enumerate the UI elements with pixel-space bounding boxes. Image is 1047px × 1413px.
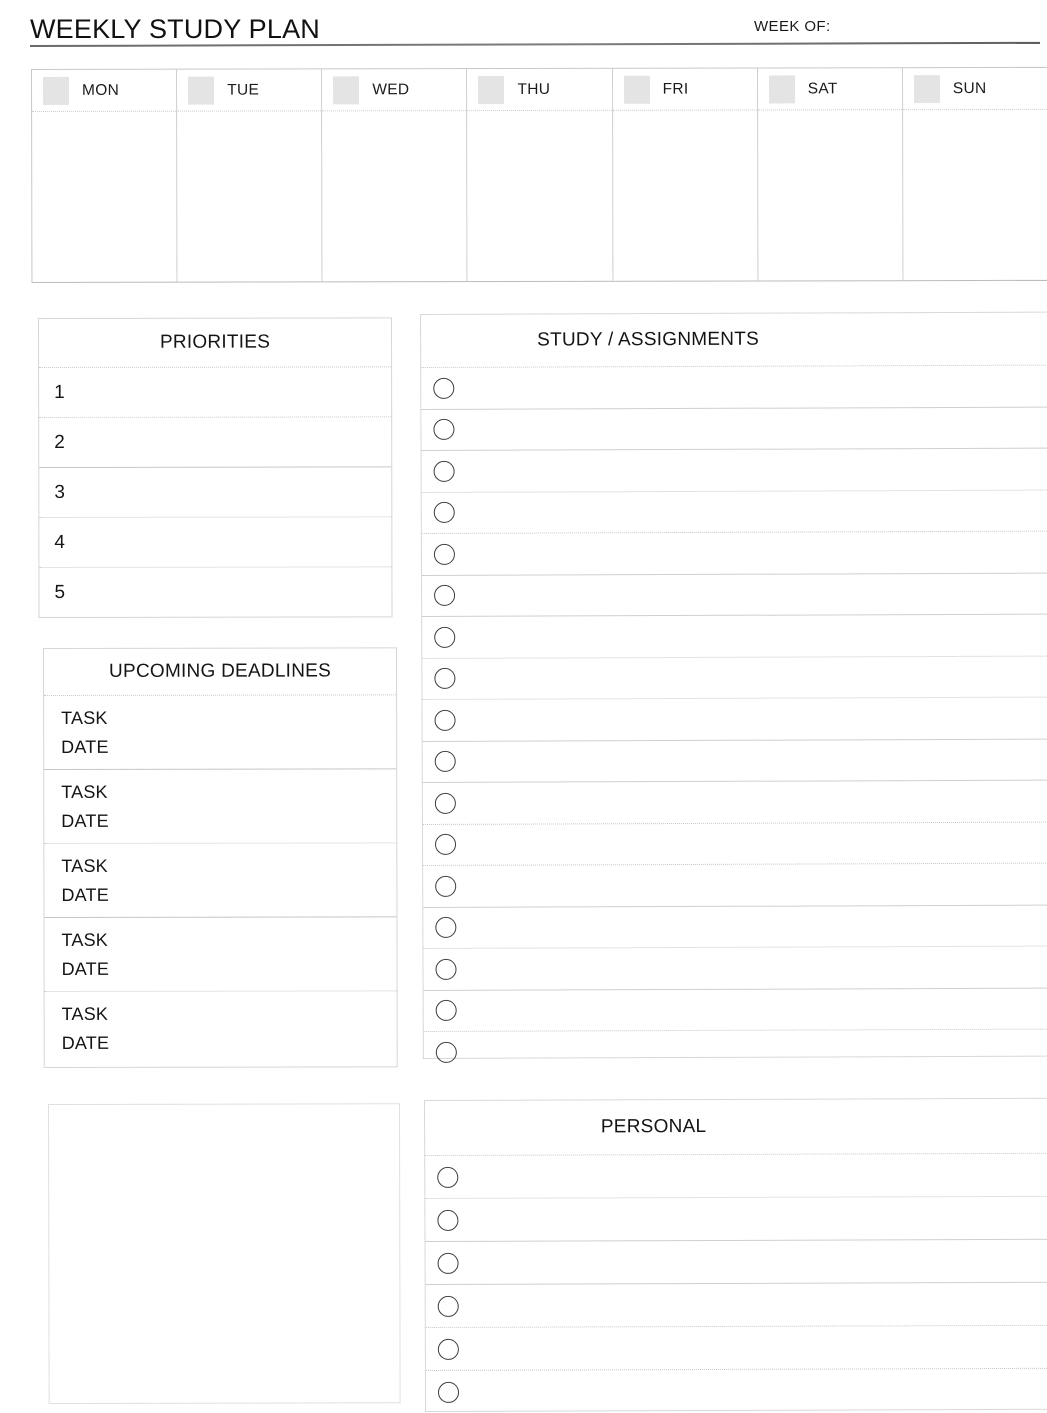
page-title: WEEKLY STUDY PLAN [30,14,320,44]
write-line[interactable] [456,883,1047,886]
circle-checkbox-icon[interactable] [434,502,455,523]
day-column-sat [758,68,904,280]
study-assignment-row[interactable] [423,780,1047,824]
day-header-tue [177,69,321,111]
personal-row[interactable] [426,1325,1047,1370]
day-column-wed [322,69,468,281]
day-entry-area-fri[interactable] [613,110,757,280]
write-line[interactable] [455,468,1047,471]
circle-checkbox-icon[interactable] [434,544,455,565]
personal-panel [424,1098,1047,1412]
week-of-label: WEEK OF: [754,18,831,35]
priority-number: 5 [54,581,66,603]
circle-checkbox-icon[interactable] [433,419,454,440]
study-assignment-row[interactable] [423,863,1047,907]
day-header-mon [32,70,176,112]
circle-checkbox-icon[interactable] [435,793,456,814]
priority-row[interactable] [39,466,391,517]
deadline-row[interactable] [44,694,396,769]
day-label: FRI [662,80,689,98]
circle-checkbox-icon[interactable] [438,1381,459,1402]
circle-checkbox-icon[interactable] [436,1042,457,1063]
study-assignment-row[interactable] [422,448,1047,492]
day-marker-square-icon [914,75,940,103]
day-label: SUN [952,79,987,97]
week-grid [31,67,1047,283]
day-column-mon [32,70,178,282]
day-label: WED [372,80,410,98]
deadline-task-label: TASK [61,855,108,876]
write-line[interactable] [454,385,1047,388]
circle-checkbox-icon[interactable] [434,461,455,482]
write-line[interactable] [457,1049,1047,1052]
study-assignments-title: STUDY / ASSIGNMENTS [537,328,760,351]
day-header-sat [758,68,902,110]
study-assignment-row[interactable] [422,655,1047,699]
study-assignment-row[interactable] [421,406,1047,450]
personal-title: PERSONAL [600,1116,707,1138]
deadline-date-label: DATE [61,736,109,757]
day-marker-square-icon [43,76,69,104]
write-line[interactable] [457,966,1047,969]
day-column-thu [467,69,613,281]
deadline-date-label: DATE [61,1032,110,1053]
deadline-row[interactable] [45,990,397,1065]
study-assignment-row[interactable] [424,1029,1047,1073]
write-line[interactable] [456,842,1047,845]
day-marker-square-icon [478,76,504,104]
priority-number: 3 [54,481,65,503]
day-marker-square-icon [769,75,795,103]
write-line[interactable] [458,1174,1047,1177]
personal-row[interactable] [425,1196,1047,1241]
circle-checkbox-icon[interactable] [435,876,456,897]
deadline-task-label: TASK [61,707,108,728]
deadlines-panel [43,647,398,1068]
circle-checkbox-icon[interactable] [435,834,456,855]
write-line[interactable] [456,925,1047,928]
write-line[interactable] [455,551,1047,554]
write-line[interactable] [459,1346,1047,1349]
circle-checkbox-icon[interactable] [438,1295,459,1316]
day-entry-area-tue[interactable] [177,111,321,281]
circle-checkbox-icon[interactable] [438,1252,459,1273]
write-line[interactable] [458,1217,1047,1220]
study-assignments-panel [420,312,1047,1059]
day-column-tue [177,69,323,281]
circle-checkbox-icon[interactable] [435,917,456,938]
day-marker-square-icon [333,76,359,104]
day-entry-area-mon[interactable] [32,112,176,282]
study-assignment-row[interactable] [424,987,1047,1031]
study-assignment-row[interactable] [422,489,1047,533]
deadline-row[interactable] [44,842,396,917]
write-line[interactable] [459,1303,1047,1306]
write-line[interactable] [455,593,1047,596]
day-header-wed [322,69,466,111]
circle-checkbox-icon[interactable] [438,1338,459,1359]
deadlines-title: UPCOMING DEADLINES [109,660,332,682]
day-header-sun [903,68,1047,110]
personal-row[interactable] [426,1282,1047,1327]
write-line[interactable] [459,1260,1047,1263]
circle-checkbox-icon[interactable] [436,1000,457,1021]
deadline-date-label: DATE [61,810,109,831]
priority-row[interactable] [39,416,391,467]
study-assignment-row[interactable] [423,738,1047,782]
deadline-date-label: DATE [61,958,110,979]
day-label: SAT [807,79,838,97]
deadline-task-label: TASK [61,929,109,950]
personal-row[interactable] [425,1239,1047,1284]
deadline-task-label: TASK [61,1003,109,1024]
write-line[interactable] [456,800,1047,803]
study-assignment-row[interactable] [422,531,1047,575]
priority-number: 4 [54,531,65,553]
deadlines-rows [44,694,397,1065]
deadline-date-label: DATE [61,884,109,905]
day-label: TUE [227,81,260,99]
study-assignment-row[interactable] [423,821,1047,865]
study-assignments-rows [421,365,1047,1073]
day-header-thu [467,69,611,111]
notes-box[interactable] [48,1103,401,1404]
deadline-task-label: TASK [61,781,108,802]
study-assignment-row[interactable] [423,946,1047,990]
write-line[interactable] [455,510,1047,513]
day-entry-area-thu[interactable] [468,111,612,281]
priority-number: 2 [54,431,65,453]
circle-checkbox-icon[interactable] [434,668,455,689]
priorities-panel [38,317,393,618]
day-entry-area-sun[interactable] [903,110,1047,280]
day-entry-area-wed[interactable] [322,111,466,281]
personal-row[interactable] [426,1368,1047,1413]
write-line[interactable] [456,717,1047,720]
study-assignment-row[interactable] [422,697,1047,741]
day-header-fri [613,68,757,110]
priorities-rows [39,366,391,617]
day-marker-square-icon [624,75,650,103]
study-assignment-row[interactable] [423,904,1047,948]
priority-row[interactable] [39,516,391,567]
day-label: MON [82,81,120,99]
write-line[interactable] [454,427,1047,430]
study-assignment-row[interactable] [422,572,1047,616]
deadline-row[interactable] [44,768,396,843]
circle-checkbox-icon[interactable] [433,378,454,399]
day-marker-square-icon [188,76,214,104]
circle-checkbox-icon[interactable] [435,710,456,731]
write-line[interactable] [456,759,1047,762]
deadline-row[interactable] [44,916,396,991]
priority-row[interactable] [39,366,391,417]
priority-row[interactable] [39,566,391,617]
circle-checkbox-icon[interactable] [437,1209,458,1230]
day-column-fri [613,68,759,280]
write-line[interactable] [455,634,1047,637]
circle-checkbox-icon[interactable] [434,627,455,648]
day-entry-area-sat[interactable] [758,110,902,280]
day-column-sun [903,68,1047,280]
priority-number: 1 [54,381,65,403]
write-line[interactable] [457,1008,1047,1011]
personal-row[interactable] [425,1153,1047,1198]
circle-checkbox-icon[interactable] [435,959,456,980]
day-label: THU [517,80,551,98]
personal-rows [425,1153,1047,1413]
page-header [0,0,1047,58]
circle-checkbox-icon[interactable] [437,1166,458,1187]
write-line[interactable] [455,676,1047,679]
circle-checkbox-icon[interactable] [434,585,455,606]
circle-checkbox-icon[interactable] [435,751,456,772]
priorities-title: PRIORITIES [159,331,271,353]
study-assignment-row[interactable] [421,365,1047,409]
study-assignment-row[interactable] [422,614,1047,658]
write-line[interactable] [459,1389,1047,1392]
